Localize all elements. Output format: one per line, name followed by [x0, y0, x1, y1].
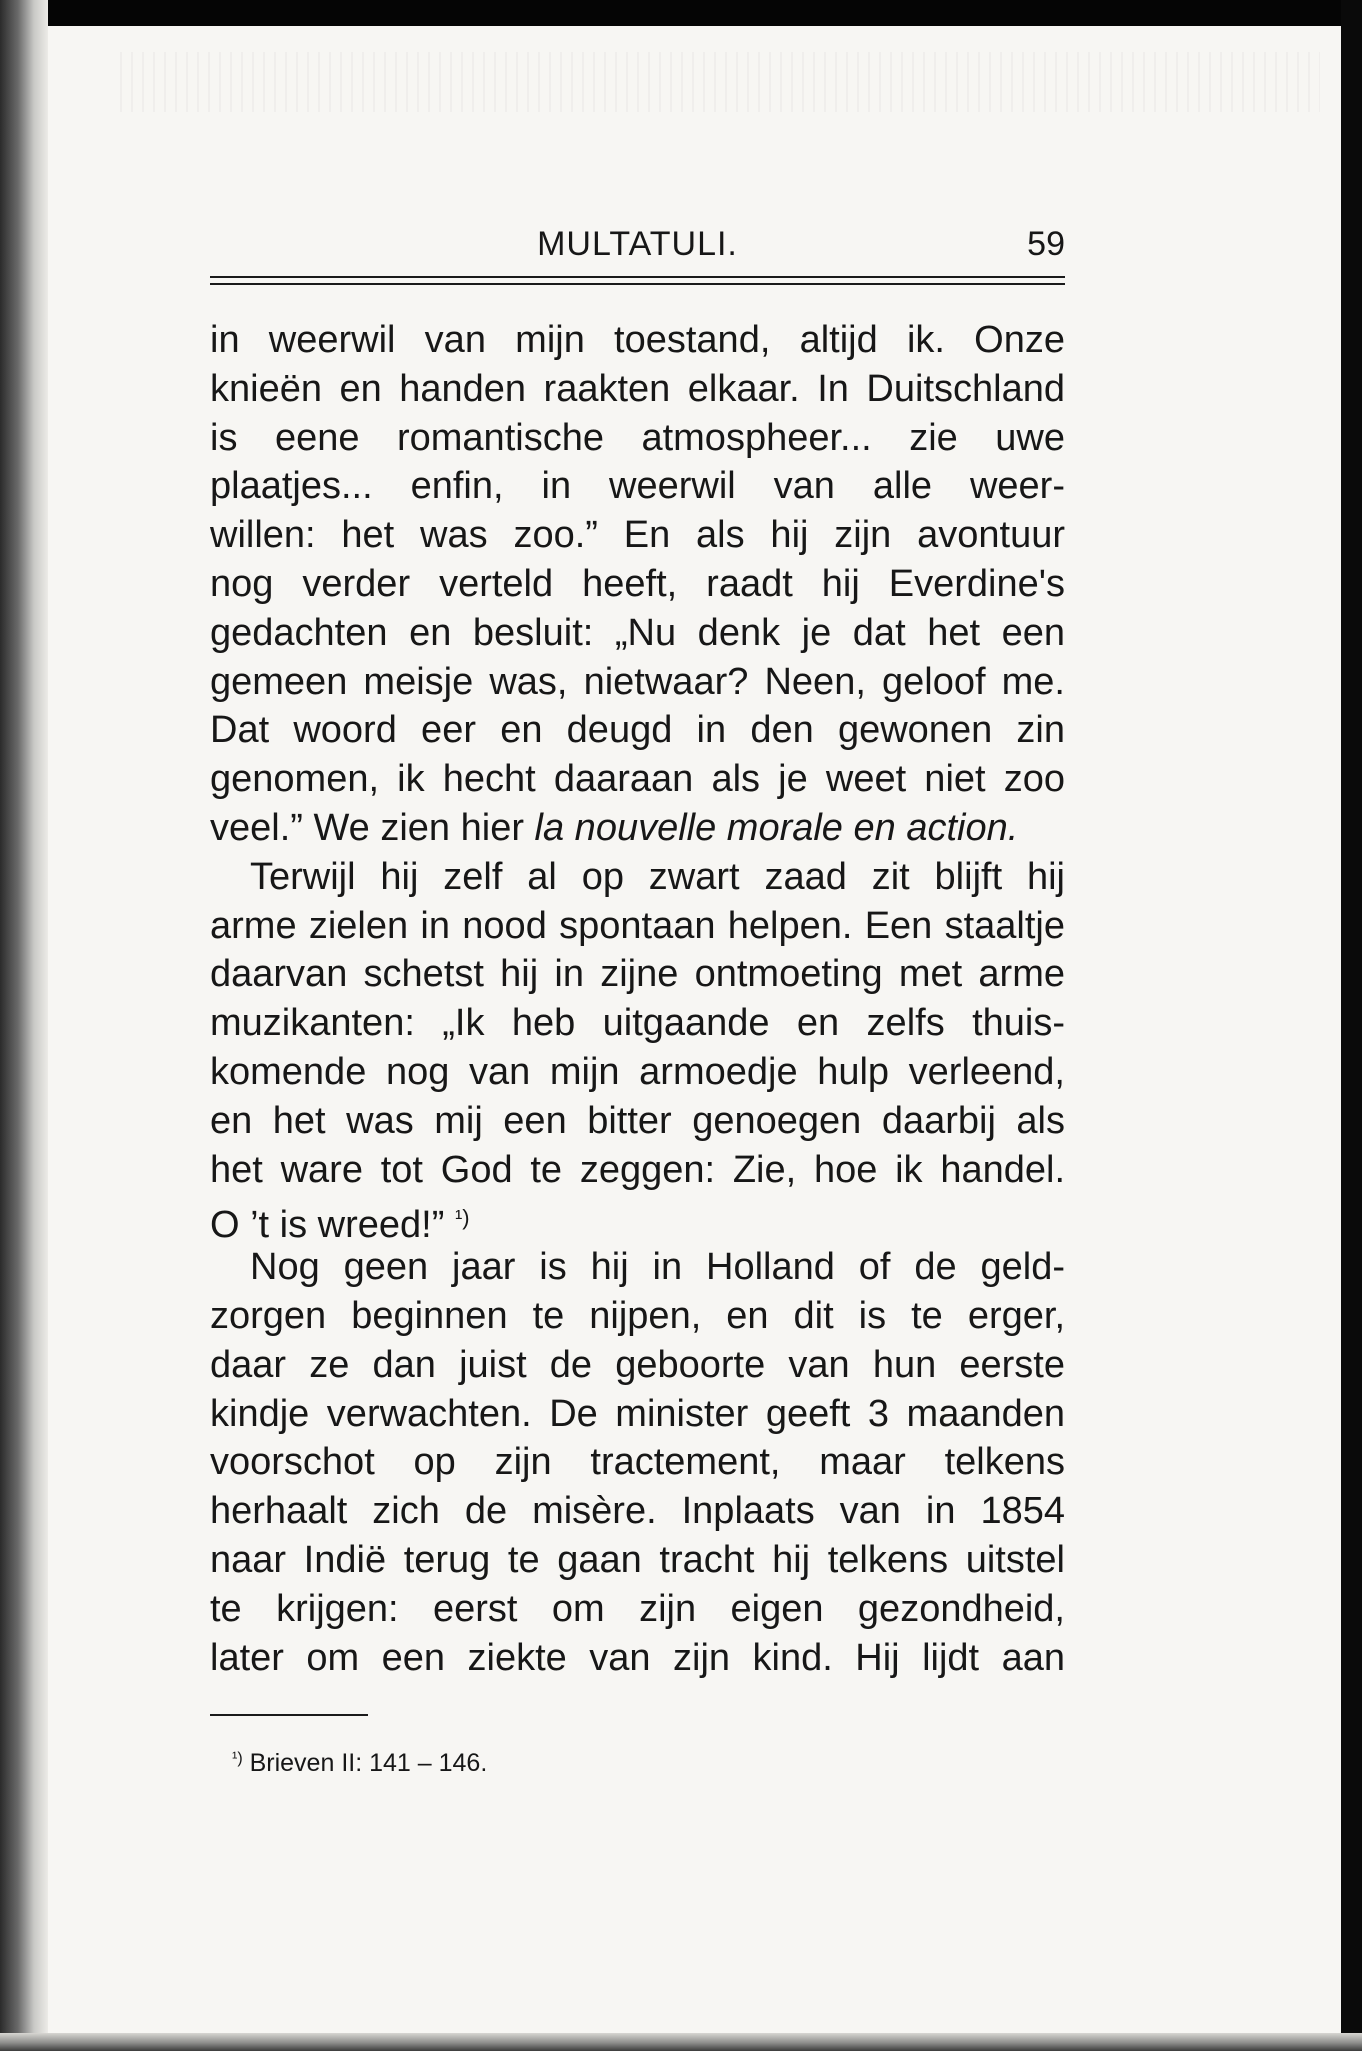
- footnote-rule: [210, 1714, 368, 1716]
- text-line: komende nog van mijn armoedje hulp verleend,: [210, 1050, 1065, 1093]
- text-line: en het was mij een bitter genoegen daarbij als: [210, 1099, 1065, 1142]
- running-title: MULTATULI.: [537, 225, 738, 263]
- paragraph-end-line: [210, 804, 1065, 853]
- text-line: naar Indië terug te gaan tracht hij telkens uitstel: [210, 1538, 1065, 1581]
- text-line: plaatjes... enfin, in weerwil van alle weer-: [210, 465, 1065, 508]
- text-line: knieën en handen raakten elkaar. In Duitschland: [210, 367, 1065, 410]
- text-line: gemeen meisje was, nietwaar? Neen, geloof me.: [210, 660, 1065, 703]
- footnote-text: Brieven II: 141 – 146.: [242, 1749, 488, 1777]
- line-plain-text: O ’t is wreed!”: [210, 1204, 455, 1244]
- scan-border-left: [0, 0, 48, 2051]
- scan-border-top: [0, 0, 1362, 26]
- scan-noise: [120, 52, 1320, 112]
- text-line: Dat woord eer en deugd in den gewonen zin: [210, 709, 1065, 752]
- text-line: herhaalt zich de misère. Inplaats van in 1854: [210, 1490, 1065, 1533]
- text-line: muzikanten: „Ik heb uitgaande en zelfs thuis-: [210, 1002, 1065, 1045]
- running-head: [210, 222, 1065, 266]
- scan-border-bottom: [0, 2033, 1362, 2051]
- footnote: [210, 1742, 932, 1780]
- text-line: willen: het was zoo.” En als hij zijn avontuur: [210, 514, 1065, 557]
- text-line: Nog geen jaar is hij in Holland of de geld-: [250, 1246, 1065, 1289]
- footnote-marker: ¹): [232, 1750, 243, 1767]
- text-line: nog verder verteld heeft, raadt hij Everdine's: [210, 562, 1065, 605]
- text-line: later om een ziekte van zijn kind. Hij lijdt aan: [210, 1636, 1065, 1679]
- text-line: zorgen beginnen te nijpen, en dit is te erger,: [210, 1294, 1065, 1337]
- page-number: 59: [1027, 225, 1065, 263]
- text-line: in weerwil van mijn toestand, altijd ik. Onze: [210, 319, 1065, 361]
- text-line: voorschot op zijn tractement, maar telkens: [210, 1441, 1065, 1484]
- text-line: kindje verwachten. De minister geeft 3 maanden: [210, 1392, 1065, 1435]
- text-line: genomen, ik hecht daaraan als je weet niet zoo: [210, 758, 1065, 801]
- italic-phrase: la nouvelle morale en action.: [534, 806, 1019, 849]
- paragraph-end-line: [210, 1194, 1065, 1243]
- text-line: daar ze dan juist de geboorte van hun eerste: [210, 1343, 1065, 1386]
- text-line: arme zielen in nood spontaan helpen. Een staaltje: [210, 904, 1065, 947]
- header-double-rule: [210, 276, 1065, 285]
- text-line: gedachten en besluit: „Nu denk je dat het een: [210, 611, 1065, 654]
- body-text: [210, 316, 1065, 1682]
- scan-border-right: [1341, 0, 1362, 2051]
- text-line: te krijgen: eerst om zijn eigen gezondheid,: [210, 1587, 1065, 1630]
- line-plain-text: veel.” We zien hier: [210, 806, 535, 849]
- text-line: is eene romantische atmospheer... zie uwe: [210, 416, 1065, 459]
- text-line: Terwijl hij zelf al op zwart zaad zit blijft hij: [250, 855, 1065, 898]
- footnote-reference: ¹): [454, 1205, 470, 1231]
- text-line: daarvan schetst hij in zijne ontmoeting met arme: [210, 953, 1065, 996]
- text-line: het ware tot God te zeggen: Zie, hoe ik handel.: [210, 1148, 1065, 1191]
